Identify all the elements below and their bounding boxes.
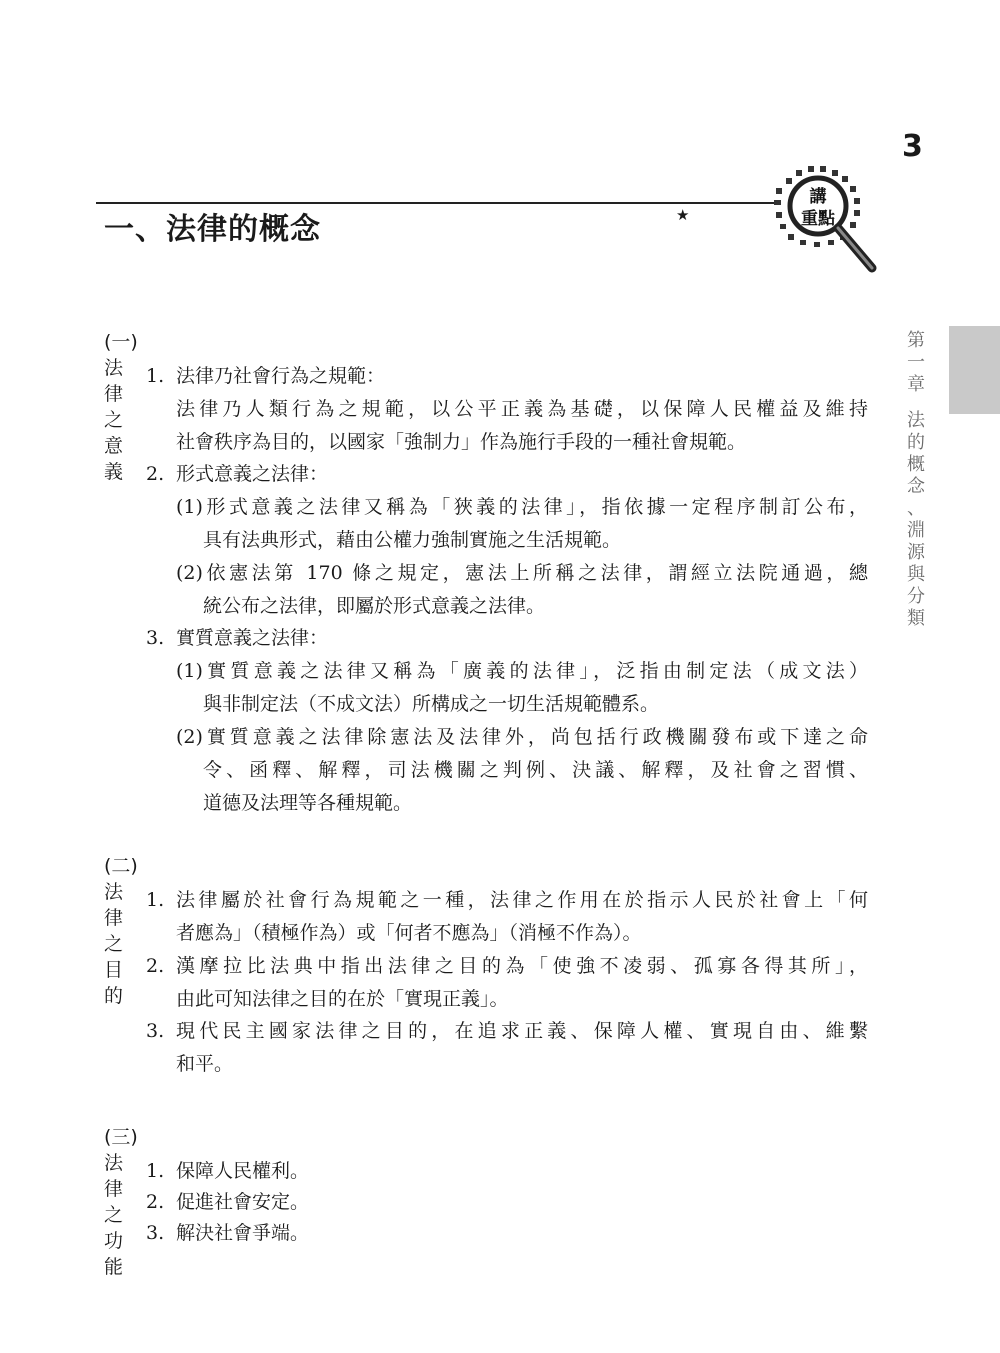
item-title: 法律乃社會行為之規範： [176, 365, 386, 387]
paragraph-line: 法律乃人類行為之規範，以公平正義為基礎，以保障人民權益及維持 [176, 398, 868, 420]
item-title: 形式意義之法律： [176, 463, 329, 485]
section-heading: (三) 法律之功能 [104, 1126, 138, 1278]
paragraph-line: 道德及法理等各種規範。 [203, 792, 413, 814]
paragraph-line: 保障人民權利。 [176, 1160, 310, 1182]
side-char: 分 [907, 586, 925, 607]
side-char: 念 [907, 476, 925, 497]
paragraph-line: 令、函釋、解釋，司法機關之判例、決議、解釋，及社會之習慣、 [203, 759, 868, 781]
emblem-bottom-text: 重點 [801, 209, 835, 229]
paragraph-line: 漢摩拉比法典中指出法律之目的為「使強不凌弱、孤寡各得其所」， [176, 955, 868, 977]
paragraph-line: (2)依憲法第 170 條之規定，憲法上所稱之法律，謂經立法院通過，總 [176, 562, 868, 584]
paragraph-line: 與非制定法（不成文法）所構成之一切生活規範體系。 [203, 693, 660, 715]
chapter-side-tab [949, 326, 1000, 414]
side-char: 淵 [907, 520, 925, 541]
item-number: 3. [146, 1222, 165, 1244]
side-char: 類 [907, 608, 925, 629]
paragraph-line: (1)實質意義之法律又稱為「廣義的法律」，泛指由制定法（成文法） [176, 660, 868, 682]
paragraph-line: 由此可知法律之目的在於「實現正義」。 [176, 988, 509, 1010]
side-char: 、 [907, 498, 925, 519]
side-char: 概 [907, 454, 925, 475]
item-number: 2. [146, 463, 165, 485]
side-char: 一 [907, 352, 925, 373]
chapter-side-text [903, 330, 929, 630]
header-rule [96, 202, 776, 204]
section-heading: (二) 法律之目的 [104, 855, 138, 1007]
item-title: 實質意義之法律： [176, 627, 329, 649]
side-char: 法 [907, 410, 925, 431]
star-icon: ★ [676, 206, 690, 224]
item-number: 1. [146, 365, 165, 387]
side-char: 與 [907, 564, 925, 585]
paragraph-line: 統公布之法律，即屬於形式意義之法律。 [203, 595, 546, 617]
item-number: 2. [146, 1191, 165, 1213]
item-number: 3. [146, 627, 165, 649]
side-char: 第 [907, 330, 925, 351]
paragraph-line: 解決社會爭端。 [176, 1222, 310, 1244]
paragraph-line: 具有法典形式，藉由公權力強制實施之生活規範。 [203, 529, 622, 551]
emblem-top-text: 講 [809, 187, 827, 207]
paragraph-line: 和平。 [176, 1053, 234, 1075]
magnifier-emblem-icon [770, 158, 880, 274]
chapter-title: 一、法律的概念 [104, 212, 321, 247]
item-number: 3. [146, 1020, 165, 1042]
side-char: 的 [907, 432, 925, 453]
paragraph-line: 社會秩序為目的，以國家「強制力」作為施行手段的一種社會規範。 [176, 431, 747, 453]
paragraph-line: 促進社會安定。 [176, 1191, 310, 1213]
paragraph-line: 者應為」（積極作為）或「何者不應為」（消極不作為）。 [176, 922, 642, 944]
paragraph-line: 現代民主國家法律之目的，在追求正義、保障人權、實現自由、維繫 [176, 1020, 868, 1042]
item-number: 1. [146, 1160, 165, 1182]
paragraph-line: (1)形式意義之法律又稱為「狹義的法律」，指依據一定程序制訂公布， [176, 496, 868, 518]
side-char: 章 [907, 374, 925, 395]
side-char: 源 [907, 542, 925, 563]
page-number: 3 [902, 129, 923, 164]
item-number: 1. [146, 889, 165, 911]
section-heading: (一) 法律之意義 [104, 331, 138, 483]
paragraph-line: 法律屬於社會行為規範之一種，法律之作用在於指示人民於社會上「何 [176, 889, 868, 911]
item-number: 2. [146, 955, 165, 977]
paragraph-line: (2)實質意義之法律除憲法及法律外，尚包括行政機關發布或下達之命 [176, 726, 868, 748]
